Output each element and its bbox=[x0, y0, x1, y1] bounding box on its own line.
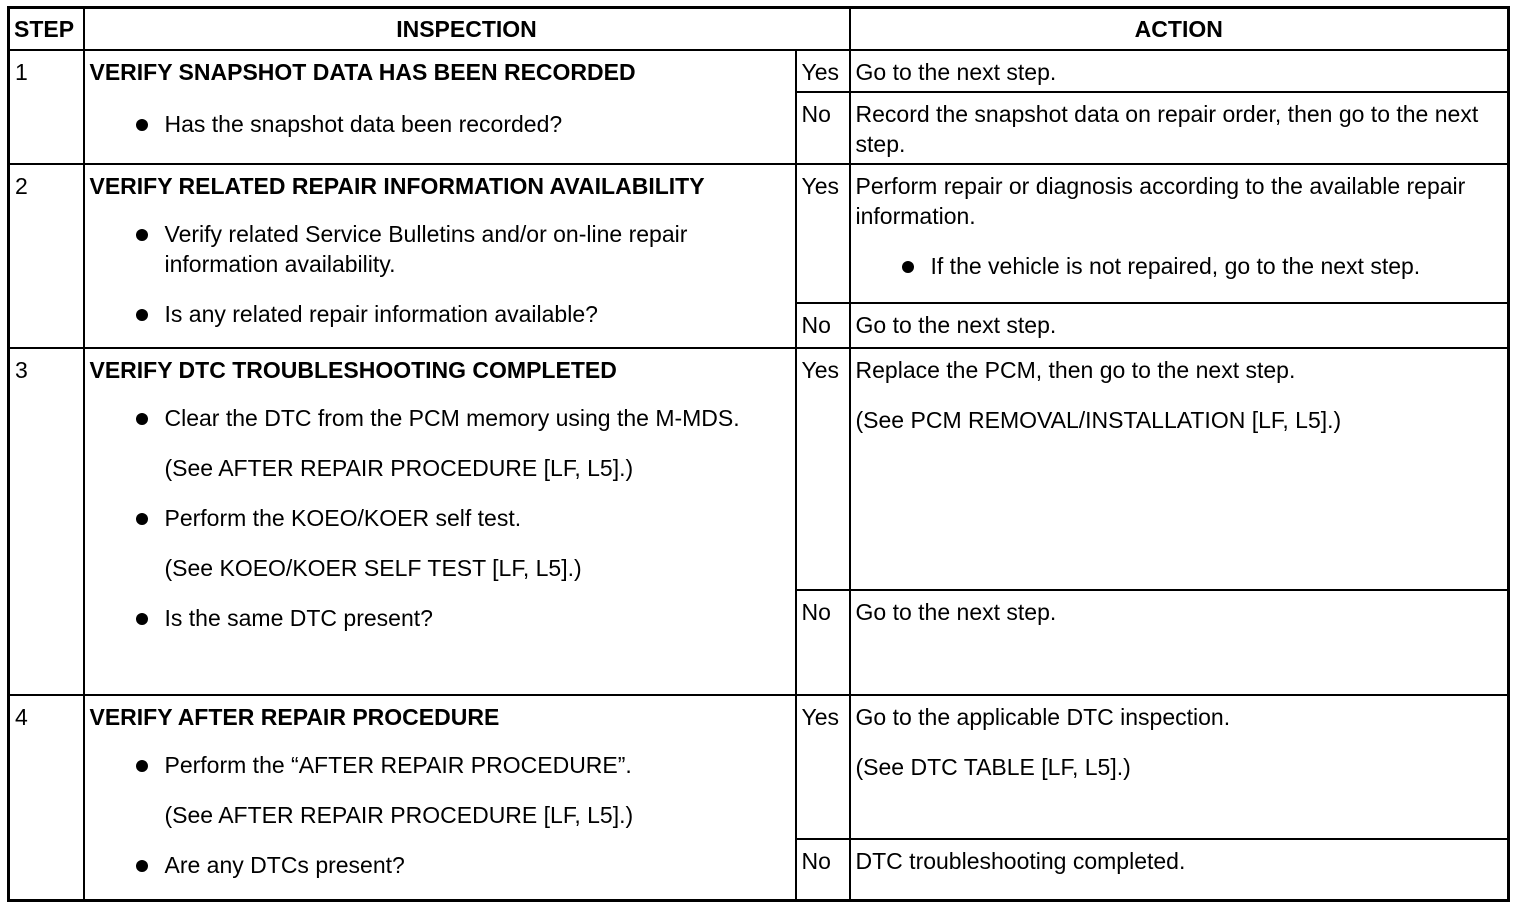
diagnostic-procedure bbox=[7, 6, 1510, 902]
inspection-cell bbox=[84, 50, 796, 164]
inspection-header: INSPECTION bbox=[84, 8, 850, 50]
inspection-cell bbox=[84, 348, 796, 695]
no-action: Record the snapshot data on repair order, then go to the next step. bbox=[850, 92, 1509, 164]
yes-action: Go to the applicable DTC inspection. bbox=[855, 703, 1231, 730]
no-label: No bbox=[796, 303, 850, 348]
inspection-reference: (See AFTER REPAIR PROCEDURE [LF, L5].) bbox=[164, 801, 634, 828]
inspection-item: Is any related repair information available? bbox=[90, 299, 789, 329]
no-action: Go to the next step. bbox=[850, 303, 1509, 348]
yes-action-cell bbox=[850, 695, 1509, 839]
no-label: No bbox=[796, 839, 850, 901]
step-number: 3 bbox=[9, 348, 84, 695]
step-title: VERIFY AFTER REPAIR PROCEDURE bbox=[89, 703, 500, 730]
inspection-item: Clear the DTC from the PCM memory using the M-MDS. bbox=[90, 403, 789, 433]
yes-label: Yes bbox=[796, 348, 850, 590]
step-title: VERIFY RELATED REPAIR INFORMATION AVAILABILITY bbox=[89, 172, 705, 199]
table-row bbox=[9, 50, 1509, 92]
table-row bbox=[9, 164, 1509, 303]
no-action: Go to the next step. bbox=[850, 590, 1509, 695]
yes-label: Yes bbox=[796, 164, 850, 303]
step-number: 1 bbox=[9, 50, 84, 164]
yes-action-bullet: If the vehicle is not repaired, go to the next step. bbox=[856, 251, 1502, 281]
step-number: 4 bbox=[9, 695, 84, 901]
inspection-item: Has the snapshot data been recorded? bbox=[90, 109, 789, 139]
yes-action-reference: (See PCM REMOVAL/INSTALLATION [LF, L5].) bbox=[855, 406, 1342, 433]
no-action: DTC troubleshooting completed. bbox=[850, 839, 1509, 901]
yes-label: Yes bbox=[796, 695, 850, 839]
yes-action: Go to the next step. bbox=[850, 50, 1509, 92]
diagnostic-table bbox=[7, 6, 1510, 902]
inspection-item: Are any DTCs present? bbox=[90, 850, 789, 880]
inspection-item: Perform the KOEO/KOER self test. bbox=[90, 503, 789, 533]
inspection-cell bbox=[84, 695, 796, 901]
inspection-item: Perform the “AFTER REPAIR PROCEDURE”. bbox=[90, 750, 789, 780]
yes-action-reference: (See DTC TABLE [LF, L5].) bbox=[855, 753, 1131, 780]
inspection-reference: (See KOEO/KOER SELF TEST [LF, L5].) bbox=[164, 554, 582, 581]
yes-action: Replace the PCM, then go to the next step. bbox=[855, 356, 1296, 383]
action-header: ACTION bbox=[850, 8, 1509, 50]
table-row bbox=[9, 348, 1509, 590]
no-label: No bbox=[796, 92, 850, 164]
step-header: STEP bbox=[9, 8, 84, 50]
yes-action-cell bbox=[850, 348, 1509, 590]
yes-label: Yes bbox=[796, 50, 850, 92]
step-title: VERIFY DTC TROUBLESHOOTING COMPLETED bbox=[89, 356, 617, 383]
yes-action: Perform repair or diagnosis according to the available repair information. bbox=[855, 172, 1466, 229]
header-row bbox=[9, 8, 1509, 50]
inspection-cell bbox=[84, 164, 796, 348]
table-row bbox=[9, 695, 1509, 839]
step-title: VERIFY SNAPSHOT DATA HAS BEEN RECORDED bbox=[89, 58, 636, 85]
no-label: No bbox=[796, 590, 850, 695]
inspection-item: Is the same DTC present? bbox=[90, 603, 789, 633]
yes-action-cell bbox=[850, 164, 1509, 303]
inspection-item: Verify related Service Bulletins and/or on-line repair information availability. bbox=[90, 219, 789, 279]
step-number: 2 bbox=[9, 164, 84, 348]
inspection-reference: (See AFTER REPAIR PROCEDURE [LF, L5].) bbox=[164, 454, 634, 481]
